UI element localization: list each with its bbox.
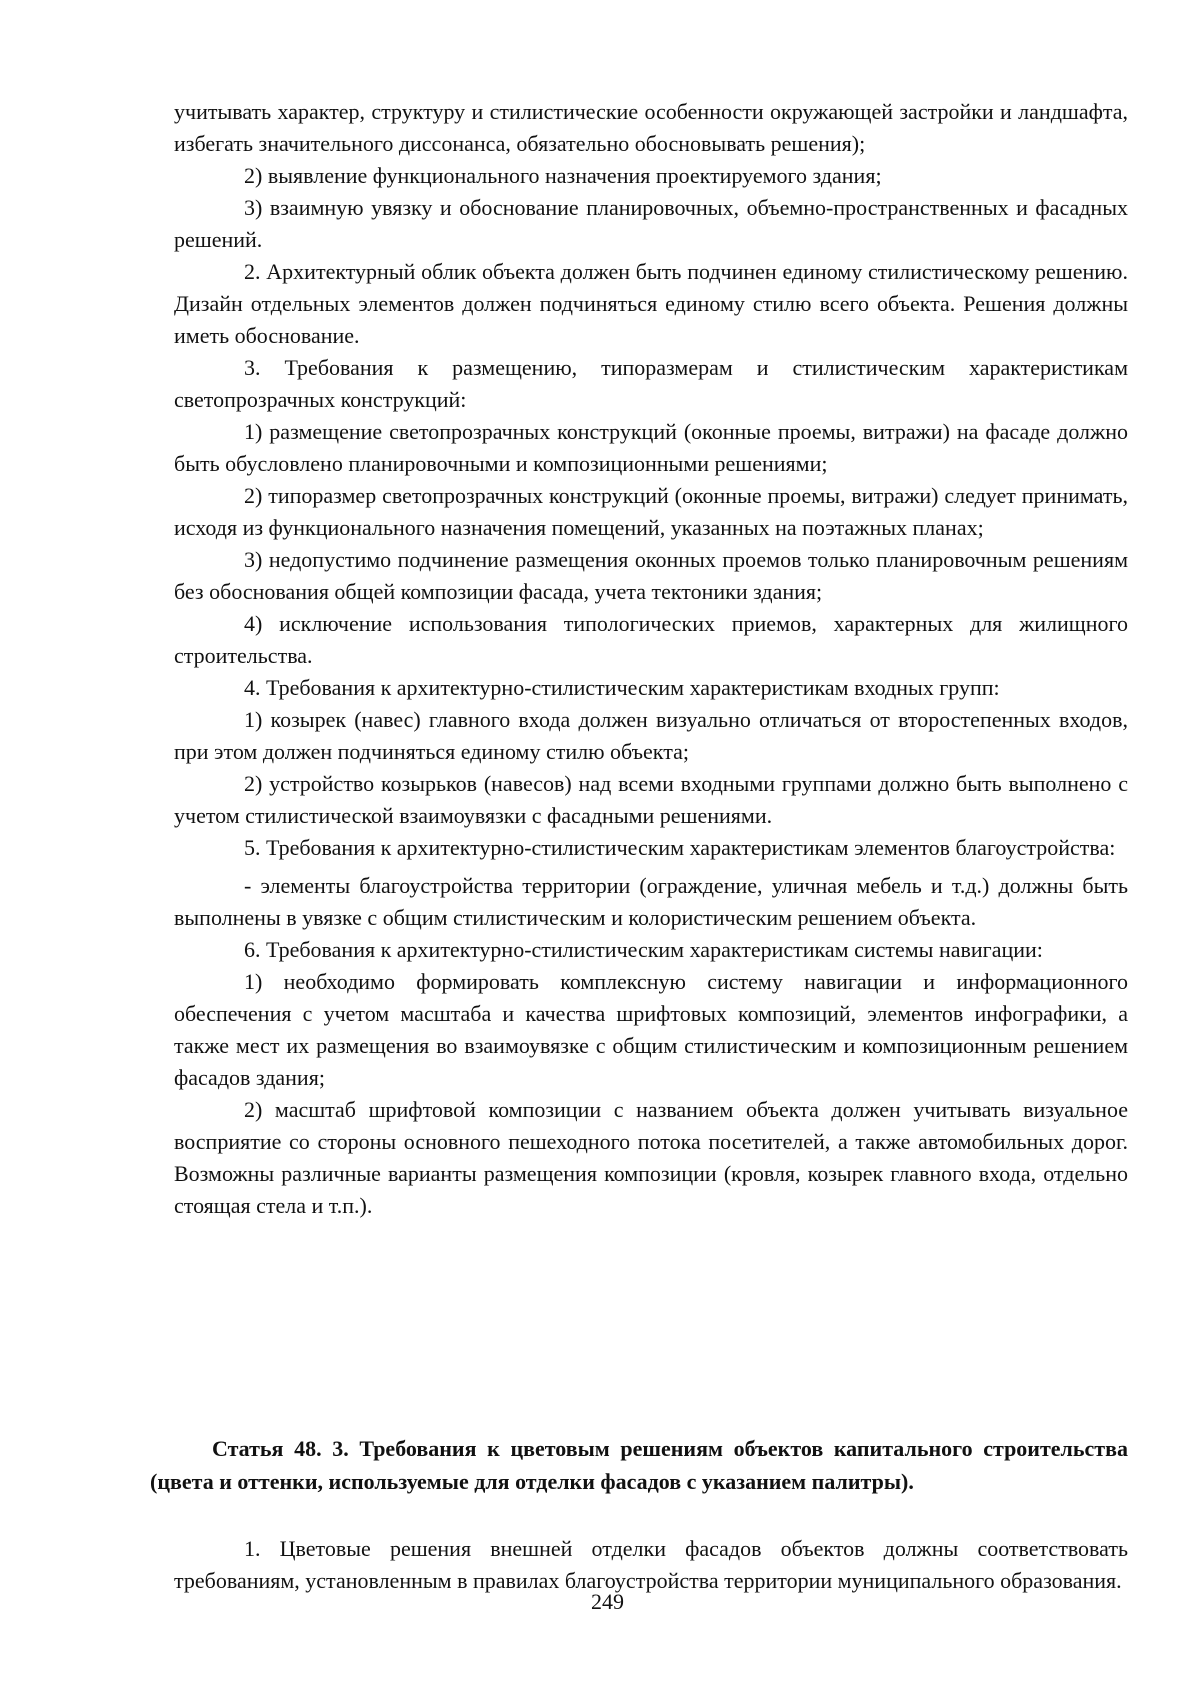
document-body: [174, 96, 1128, 1222]
paragraph-section-4-item-1: 1) козырек (навес) главного входа должен визуально отличаться от второстепенных входов, при этом должен подчиняться единому стилю объекта;: [174, 707, 1128, 764]
paragraph-section-6-item-1: 1) необходимо формировать комплексную систему навигации и информационного обеспечения с учетом масштаба и качества шрифтовых композиций, элементов инфографики, а также мест их размещения во взаимоувязке с общим стилистическим и композиционным решением фасадов здания;: [174, 969, 1128, 1090]
paragraph-section-2: 2. Архитектурный облик объекта должен быть подчинен единому стилистическому решению. Дизайн отдельных элементов должен подчиняться единому стилю всего объекта. Решения должны иметь обоснование.: [174, 259, 1128, 348]
article-body: [174, 1533, 1128, 1597]
paragraph-section-3-item-1: 1) размещение светопрозрачных конструкций (оконные проемы, витражи) на фасаде должно быть обусловлено планировочными и композиционными решениями;: [174, 419, 1128, 476]
paragraph-section-5-item: - элементы благоустройства территории (ограждение, уличная мебель и т.д.) должны быть выполнены в увязке с общим стилистическим и колористическим решением объекта.: [174, 873, 1128, 930]
paragraph-section-3-item-3: 3) недопустимо подчинение размещения оконных проемов только планировочным решениям без обоснования общей композиции фасада, учета тектоники здания;: [174, 547, 1128, 604]
paragraph-article-item-1: 1. Цветовые решения внешней отделки фасадов объектов должны соответствовать требованиям, установленным в правилах благоустройства территории муниципального образования.: [174, 1536, 1128, 1593]
paragraph-section-3-item-2: 2) типоразмер светопрозрачных конструкций (оконные проемы, витражи) следует принимать, исходя из функционального назначения помещений, указанных на поэтажных планах;: [174, 483, 1128, 540]
paragraph-section-5: 5. Требования к архитектурно-стилистическим характеристикам элементов благоустройства:: [244, 835, 1116, 860]
paragraph-section-6: 6. Требования к архитектурно-стилистическим характеристикам системы навигации:: [244, 937, 1043, 962]
paragraph-section-3: 3. Требования к размещению, типоразмерам и стилистическим характеристикам светопрозрачных конструкций:: [174, 355, 1128, 412]
paragraph-continuation: учитывать характер, структуру и стилистические особенности окружающей застройки и ландшафта, избегать значительного диссонанса, обязательно обосновывать решения);: [174, 99, 1128, 156]
article-heading: Статья 48. 3. Требования к цветовым решениям объектов капитального строительства (цвета и оттенки, используемые для отделки фасадов с указанием палитры).: [150, 1436, 1128, 1494]
page-number: 249: [591, 1589, 624, 1614]
paragraph-item-3: 3) взаимную увязку и обоснование планировочных, объемно-пространственных и фасадных решений.: [174, 195, 1128, 252]
paragraph-section-6-item-2: 2) масштаб шрифтовой композиции с названием объекта должен учитывать визуальное восприятие со стороны основного пешеходного потока посетителей, а также автомобильных дорог. Возможны различные варианты размещения композиции (кровля, козырек главного входа, отдельно стоящая стела и т.п.).: [174, 1097, 1128, 1218]
paragraph-section-4-item-2: 2) устройство козырьков (навесов) над всеми входными группами должно быть выполнено с учетом стилистической взаимоувязки с фасадными решениями.: [174, 771, 1128, 828]
paragraph-item-2: 2) выявление функционального назначения проектируемого здания;: [244, 163, 882, 188]
paragraph-section-4: 4. Требования к архитектурно-стилистическим характеристикам входных групп:: [244, 675, 1000, 700]
paragraph-section-3-item-4: 4) исключение использования типологических приемов, характерных для жилищного строительства.: [174, 611, 1128, 668]
